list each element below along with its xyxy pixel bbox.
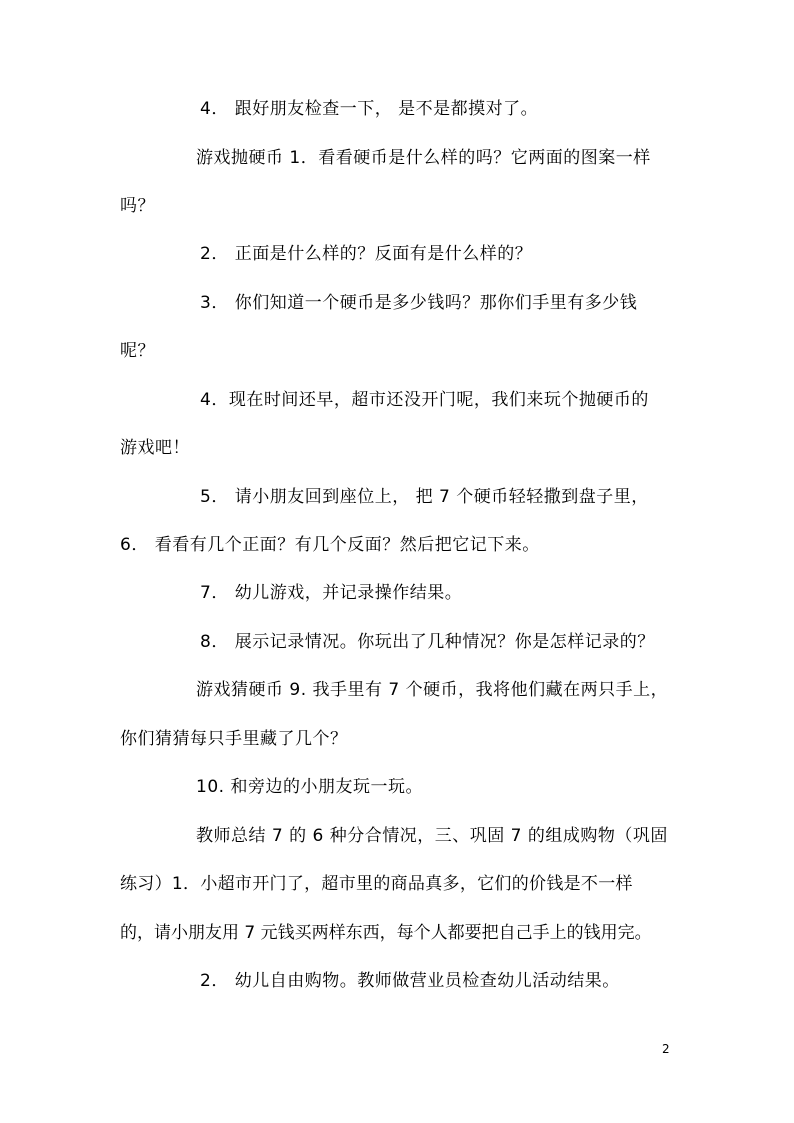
page-number: 2 bbox=[662, 1042, 670, 1056]
paragraph-line: 5． 请小朋友回到座位上， 把 7 个硬币轻轻撒到盘子里， bbox=[200, 487, 649, 507]
paragraph-line: 游戏抛硬币 1．看看硬币是什么样的吗？它两面的图案一样 bbox=[196, 148, 651, 168]
paragraph-line: 呢？ bbox=[120, 341, 155, 361]
paragraph-line: 4．现在时间还早，超市还没开门呢，我们来玩个抛硬币的 bbox=[200, 390, 649, 410]
paragraph-line: 2． 幼儿自由购物。教师做营业员检查幼儿活动结果。 bbox=[200, 971, 620, 991]
paragraph-line: 7． 幼儿游戏，并记录操作结果。 bbox=[200, 583, 463, 603]
paragraph-line: 10. 和旁边的小朋友玩一玩。 bbox=[196, 777, 423, 797]
paragraph-line: 你们猜猜每只手里藏了几个？ bbox=[120, 729, 348, 749]
paragraph-line: 游戏猜硬币 9. 我手里有 7 个硬币，我将他们藏在两只手上， bbox=[196, 680, 669, 700]
paragraph-line: 3． 你们知道一个硬币是多少钱吗？那你们手里有多少钱 bbox=[200, 293, 638, 313]
paragraph-line: 练习）1．小超市开门了，超市里的商品真多，它们的价钱是不一样 bbox=[120, 874, 633, 894]
paragraph-line: 教师总结 7 的 6 种分合情况，三、巩固 7 的组成购物（巩固 bbox=[196, 826, 668, 846]
paragraph-line: 游戏吧！ bbox=[120, 438, 190, 458]
paragraph-line: 6． 看看有几个正面？有几个反面？然后把它记下来。 bbox=[120, 535, 540, 555]
paragraph-line: 2． 正面是什么样的？反面有是什么样的？ bbox=[200, 244, 533, 264]
paragraph-line: 的，请小朋友用 7 元钱买两样东西，每个人都要把自己手上的钱用完。 bbox=[120, 923, 652, 943]
paragraph-line: 吗？ bbox=[120, 196, 155, 216]
paragraph-line: 4． 跟好朋友检查一下， 是不是都摸对了。 bbox=[200, 99, 539, 119]
paragraph-line: 8． 展示记录情况。你玩出了几种情况？你是怎样记录的？ bbox=[200, 632, 655, 652]
